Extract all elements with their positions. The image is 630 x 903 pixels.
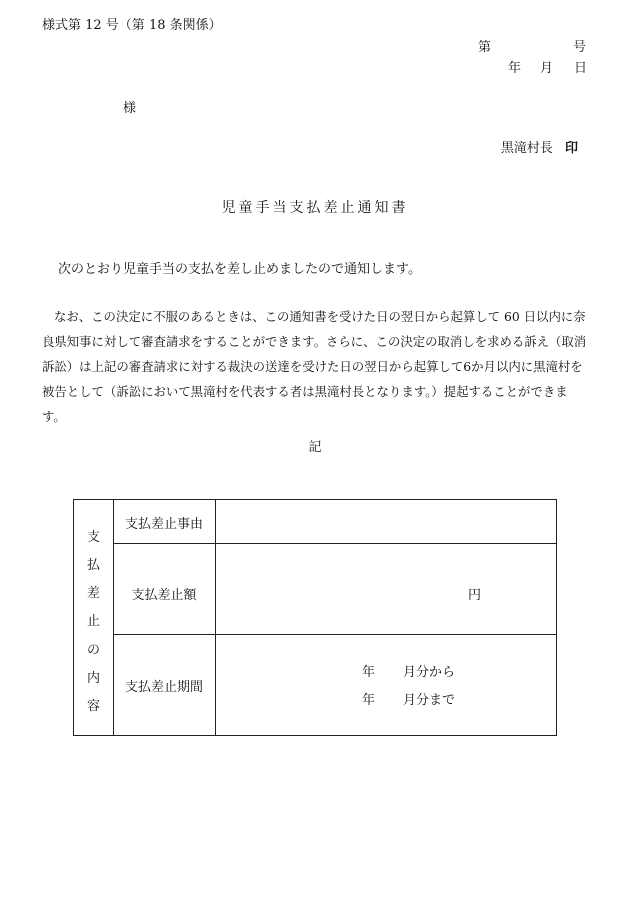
date-year: 年 (508, 61, 522, 76)
group-label-char: 内 (86, 671, 100, 686)
number-prefix: 第 (478, 40, 492, 55)
period-to-text: 月分まで (403, 693, 456, 708)
details-table (73, 499, 557, 736)
issuer (501, 137, 578, 156)
group-label-char: 止 (86, 614, 100, 629)
table-divider (215, 500, 216, 735)
addressee-honorific: 様 (123, 101, 137, 116)
date-month: 月 (540, 61, 554, 76)
table-divider (113, 634, 556, 635)
intro-text: 次のとおり児童手当の支払を差し止めましたので通知します。 (58, 262, 421, 277)
period-from-text: 月分から (403, 665, 456, 680)
appeal-notice: なお、この決定に不服のあるときは、この通知書を受けた日の翌日から起算して 60 日以内に奈良県知事に対して審査請求をすることができます。さらに、この決定の取消しを求める訴え（取消訴訟）は上記の審査請求に対する裁決の送達を受けた日の翌日から起算して6か月以内に黒滝村を被告として（訴訟において黒滝村を代表する者は黒滝村長となります。）提起することができます。 (42, 309, 587, 424)
amount-unit: 円 (468, 588, 482, 603)
group-label-char: 容 (86, 699, 100, 714)
table-divider (113, 543, 556, 544)
amount-label: 支払差止額 (131, 588, 197, 603)
group-label-char: 支 (86, 530, 100, 545)
form-number: 様式第 12 号（第 18 条関係） (42, 18, 222, 33)
period-label: 支払差止期間 (124, 680, 203, 695)
document-title: 児童手当支払差止通知書 (221, 200, 409, 216)
issuer-name: 黒滝村長 (500, 141, 553, 156)
period-from-year: 年 (362, 665, 376, 680)
ki-heading: 記 (308, 440, 322, 455)
seal-mark: 印 (564, 141, 578, 156)
document-number-line (478, 36, 586, 55)
date-day: 日 (574, 61, 588, 76)
group-label-char: の (86, 643, 100, 658)
group-label-char: 払 (86, 558, 100, 573)
number-suffix: 号 (572, 40, 586, 55)
table-divider (113, 500, 114, 735)
period-to-year: 年 (362, 693, 376, 708)
reason-label: 支払差止事由 (124, 517, 203, 532)
group-label-char: 差 (86, 586, 100, 601)
